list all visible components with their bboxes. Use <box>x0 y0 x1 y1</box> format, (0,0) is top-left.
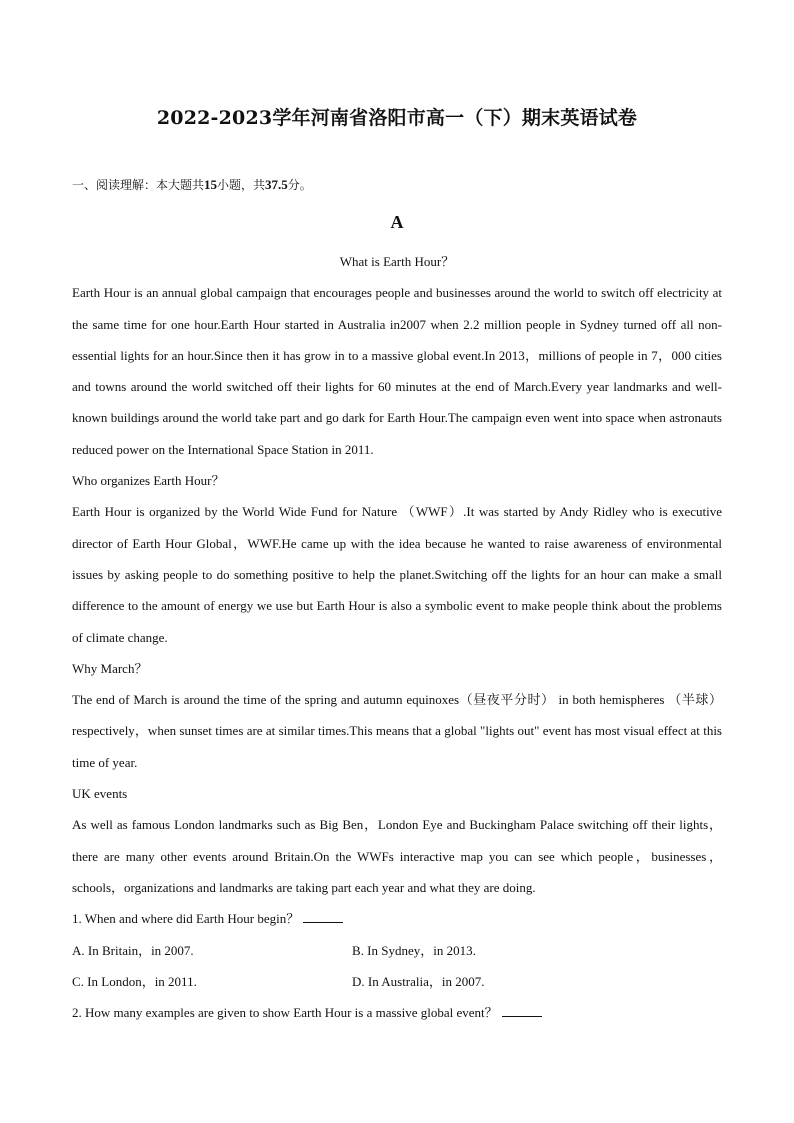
subheading: Who organizes Earth Hour？ <box>72 473 225 489</box>
passage-heading: What is Earth Hour？ <box>339 254 455 269</box>
section-suffix: 分。 <box>287 178 312 192</box>
subheading: Why March？ <box>72 660 148 676</box>
paragraph: Earth Hour is organized by the World Wide Fund for Nature （WWF）.It was started by Andy Ridley who is executive director of Earth Hour Global，WWF.He came up with the idea because he wanted to raise awareness of environmental issues by asking people to do something positive to help the planet.Switching off the lights for an hour can make a small difference to the amount of energy we use but Earth Hour is also a symbolic event to make people think about the problems of climate change. <box>72 504 722 645</box>
option-b[interactable]: B. In Sydney，in 2013. <box>352 942 476 958</box>
section-mid: 小题，共 <box>217 178 266 192</box>
options-row <box>72 935 722 966</box>
option-c[interactable]: C. In London，in 2011. <box>72 973 197 989</box>
option-a[interactable]: A. In Britain，in 2007. <box>72 942 194 958</box>
answer-blank[interactable] <box>303 912 343 923</box>
paragraph: As well as famous London landmarks such as Big Ben，London Eye and Buckingham Palace switching off their lights，there are many other events around Britain.On the WWFs interactive map you can see which people，businesses，schools，organizations and landmarks are taking part each year and what they are doing. <box>72 817 722 895</box>
question-2 <box>72 997 722 1028</box>
section-score: 37.5 <box>265 177 288 192</box>
option-d[interactable]: D. In Australia，in 2007. <box>352 973 485 989</box>
options-row <box>72 966 722 997</box>
passage-body <box>72 246 722 1028</box>
section-heading <box>72 176 312 193</box>
answer-blank[interactable] <box>502 1006 542 1017</box>
section-prefix: 一、阅读理解：本大题共 <box>72 178 205 192</box>
question-text: 1. When and where did Earth Hour begin？ <box>72 911 300 927</box>
paragraph: The end of March is around the time of the spring and autumn equinoxes（昼夜平分时） in both hemispheres （半球） respectively，when sunset times are at similar times.This means that a global "lights out" event has most visual effect at this time of year. <box>72 692 722 770</box>
question-1 <box>72 903 722 934</box>
subheading: UK events <box>72 786 128 802</box>
question-text: 2. How many examples are given to show Earth Hour is a massive global event？ <box>72 1005 498 1021</box>
question-count: 15 <box>204 177 218 192</box>
paragraph: Earth Hour is an annual global campaign that encourages people and businesses around the world to switch off electricity at the same time for one hour.Earth Hour started in Australia in2007 when 2.2 million people in Sydney turned off all non-essential lights for an hour.Since then it has grow in to a massive global event.In 2013，millions of people in 7，000 cities and towns around the world switched off their lights for 60 minutes at the end of March.Every year landmarks and well-known buildings around the world take part and go dark for Earth Hour.The campaign even went into space when astronauts reduced power on the International Space Station in 2011. <box>72 285 722 457</box>
exam-title: 2022-2023学年河南省洛阳市高一（下）期末英语试卷 <box>156 107 638 129</box>
passage-letter: A <box>390 212 404 232</box>
